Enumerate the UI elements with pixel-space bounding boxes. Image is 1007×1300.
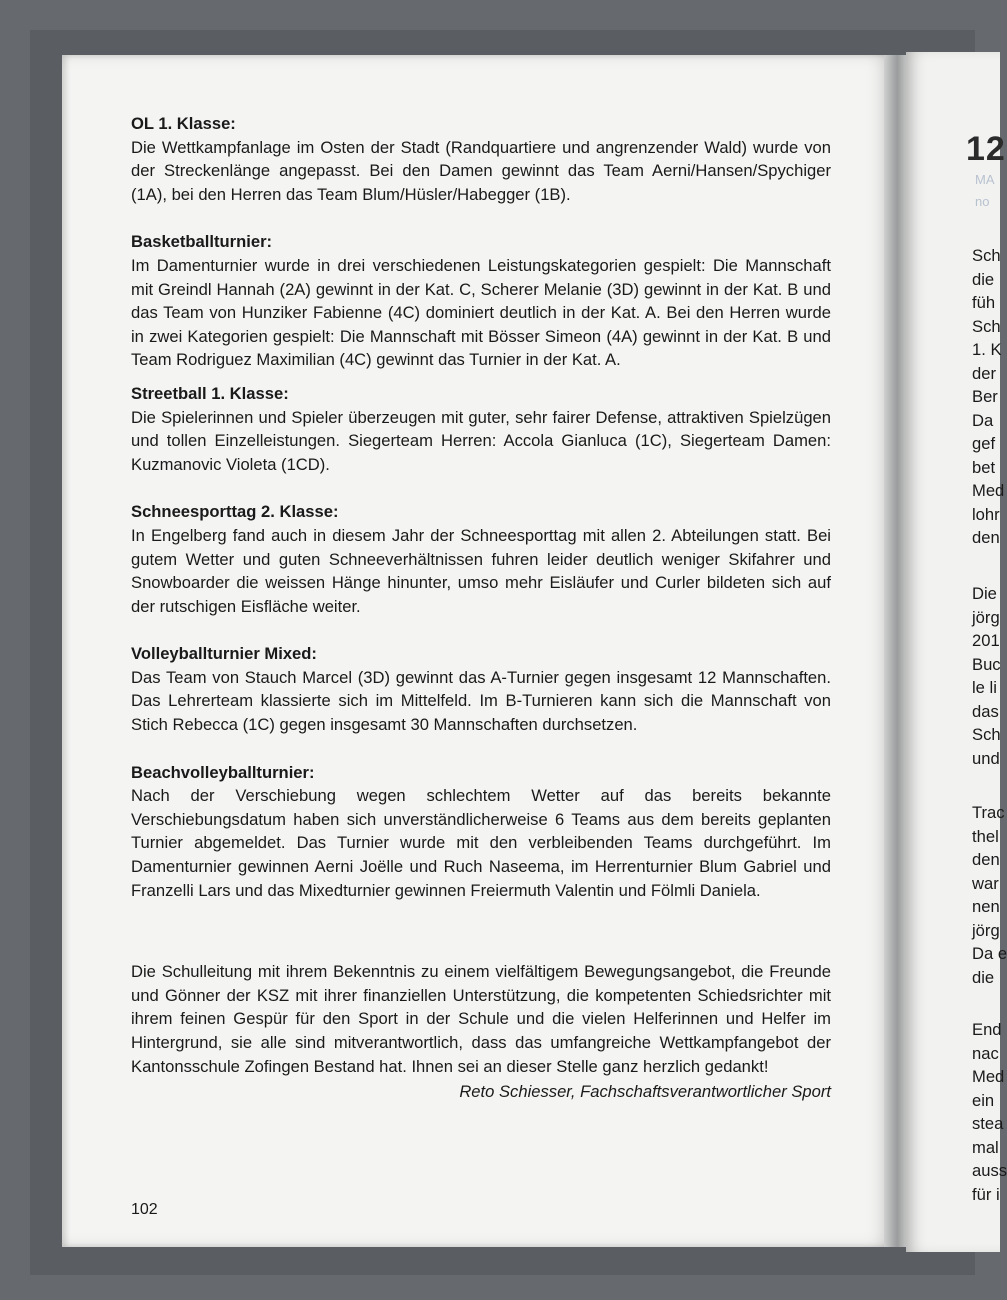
right-page-line-fragment: mal xyxy=(972,1137,999,1157)
right-page-line-fragment: Sch xyxy=(972,316,1001,336)
author-signature: Reto Schiesser, Fachschaftsverantwortlicher Sport xyxy=(459,1082,831,1102)
right-page-line-fragment: das xyxy=(972,701,999,721)
right-page-line-fragment: jörg xyxy=(972,607,1000,627)
section-heading: OL 1. Klasse: xyxy=(131,114,236,133)
section-streetball xyxy=(131,382,831,476)
right-page-line-fragment: nac xyxy=(972,1043,999,1063)
right-page-line-fragment: Da e xyxy=(972,944,1007,963)
right-page-line-fragment: 1. K xyxy=(972,340,1002,359)
right-page-line-fragment: die xyxy=(972,967,995,987)
right-page-line-fragment: Med xyxy=(972,481,1005,500)
right-page-line-fragment: Buc xyxy=(972,654,1001,674)
section-heading: Volleyballturnier Mixed: xyxy=(131,644,317,664)
right-page-line-fragment: Die xyxy=(972,584,997,603)
section-schneesport xyxy=(131,500,831,618)
right-page-line-fragment: nen xyxy=(972,897,1000,916)
right-page-line-fragment: stea xyxy=(972,1114,1004,1133)
right-page-line-fragment: den xyxy=(972,528,1000,547)
section-text: In Engelberg fand auch in diesem Jahr der Schneesporttag mit allen 2. Abteilungen statt. Bei gutem Wetter und guten Schneeverhältnissen fuhren leider deutlich weniger Skifahrer und Snowboarder die weissen Hänge hinunter, umso mehr Eisläufer und Curler bildeten sich auf der rutschigen Eisfläche weiter. xyxy=(131,525,831,616)
right-page-line-fragment: und xyxy=(972,748,1000,768)
right-page-line-fragment: le li xyxy=(972,678,997,697)
section-basketball xyxy=(131,230,831,372)
section-text: Die Spielerinnen und Spieler überzeugen mit guter, sehr fairer Defense, attraktiven Spielzügen und tollen Einzelleistungen. Siegerteam Herren: Accola Gianluca (1C), Siegerteam Damen: Kuzmanovic Violeta (1CD). xyxy=(131,407,831,474)
right-page-line-fragment: 201 xyxy=(972,631,1000,650)
right-page-line-fragment: bet xyxy=(972,457,996,477)
right-page-line-fragment: Trac xyxy=(972,803,1005,822)
section-heading: Schneesporttag 2. Klasse: xyxy=(131,502,339,522)
right-page-subtitle: no xyxy=(975,194,990,209)
right-page-line-fragment: Sch xyxy=(972,246,1001,265)
right-page-line-fragment: ein xyxy=(972,1090,995,1110)
section-text: Im Damenturnier wurde in drei verschiedenen Leistungskategorien gespielt: Die Mannschaft mit Greindl Hannah (2A) gewinnt in der Kat. C, Scherer Melanie (3D) gewinnt in der Kat. B und das Team von Hunziker Fabienne (4C) dominiert deutlich in der Kat. A. Bei den Herren wurde in zwei Kategorien gespielt: Die Mannschaft mit Bösser Simeon (4A) gewinnt in der Kat. B und Team Rodriguez Maximilian (4C) gewinnt das Turnier in der Kat. A. xyxy=(131,255,831,370)
right-page-line-fragment: gef xyxy=(972,434,996,453)
right-page-line-fragment: Ber xyxy=(972,387,998,406)
right-page-line-fragment: den xyxy=(972,850,1000,869)
right-page-line-fragment: war xyxy=(972,873,999,893)
page-number: 102 xyxy=(131,1201,158,1218)
right-page-line-fragment: der xyxy=(972,363,996,383)
section-heading: Basketballturnier: xyxy=(131,232,273,252)
right-page-line-fragment: füh xyxy=(972,293,996,312)
right-page-line-fragment: lohr xyxy=(972,504,1000,524)
right-page-line-fragment: Sch xyxy=(972,725,1001,744)
book-gutter xyxy=(884,55,908,1247)
section-ol xyxy=(131,112,831,206)
section-heading: Streetball 1. Klasse: xyxy=(131,383,289,403)
right-page-line-fragment: auss xyxy=(972,1161,1007,1180)
section-heading: Beachvolleyballturnier: xyxy=(131,762,315,782)
section-beachvolleyball xyxy=(131,761,831,903)
section-volleyball xyxy=(131,642,831,736)
section-text: Das Team von Stauch Marcel (3D) gewinnt das A-Turnier gegen insgesamt 12 Mannschaften. Das Lehrerteam klassierte sich im Mittelfeld. Im B-Turnieren kann sich die Mannschaft von Stich Rebecca (1C) gegen insgesamt 30 Mannschaften durchsetzen. xyxy=(131,667,831,735)
closing-paragraph: Die Schulleitung mit ihrem Bekenntnis zu einem vielfältigem Bewegungsangebot, die Freunde und Gönner der KSZ mit ihrer finanziellen Unterstützung, die kompetenten Schiedsrichter mit ihrem feinen Gespür für den Sport in der Schule und die vielen Helferinnen und Helfer im Hintergrund, sie alle sind mitverantwortlich, dass das umfangreiche Wettkampfangebot der Kantonsschule Zofingen Bestand hat. Ihnen sei an dieser Stelle ganz herzlich gedankt! xyxy=(131,962,831,1076)
right-page-line-fragment: Med xyxy=(972,1067,1005,1086)
right-page-line-fragment: thel xyxy=(972,826,999,846)
left-page-content xyxy=(131,112,831,1104)
right-page-subtitle: MA xyxy=(975,172,995,187)
section-text: Nach der Verschiebung wegen schlechtem Wetter auf das bereits bekannte Verschiebungsdatum haben sich unverständlicherweise 6 Teams aus dem bereits geplanten Turnier abgemeldet. Das Turnier wurde mit den verbleibenden Teams durchgeführt. Im Damenturnier gewinnen Aerni Joëlle und Ruch Naseema, im Herrenturnier Blum Gabriel und Franzelli Lars und das Mixedturnier gewinnen Freiermuth Valentin und Fölmli Daniela. xyxy=(131,786,831,900)
spacer xyxy=(131,926,831,960)
section-text: Die Wettkampfanlage im Osten der Stadt (Randquartiere und angrenzender Wald) wurde von der Streckenlänge angepasst. Bei den Damen gewinnt das Team Aerni/Hansen/Spychiger (1A), bei den Herren das Team Blum/Hüsler/Habegger (1B). xyxy=(131,137,831,204)
right-page-line-fragment: jörg xyxy=(972,920,1000,940)
right-page-line-fragment: die xyxy=(972,269,995,289)
right-page-line-fragment: für i xyxy=(972,1184,1000,1204)
right-page-line-fragment: Da xyxy=(972,410,994,430)
right-page-line-fragment: End xyxy=(972,1020,1002,1039)
right-page-title: 12 xyxy=(966,130,1006,168)
